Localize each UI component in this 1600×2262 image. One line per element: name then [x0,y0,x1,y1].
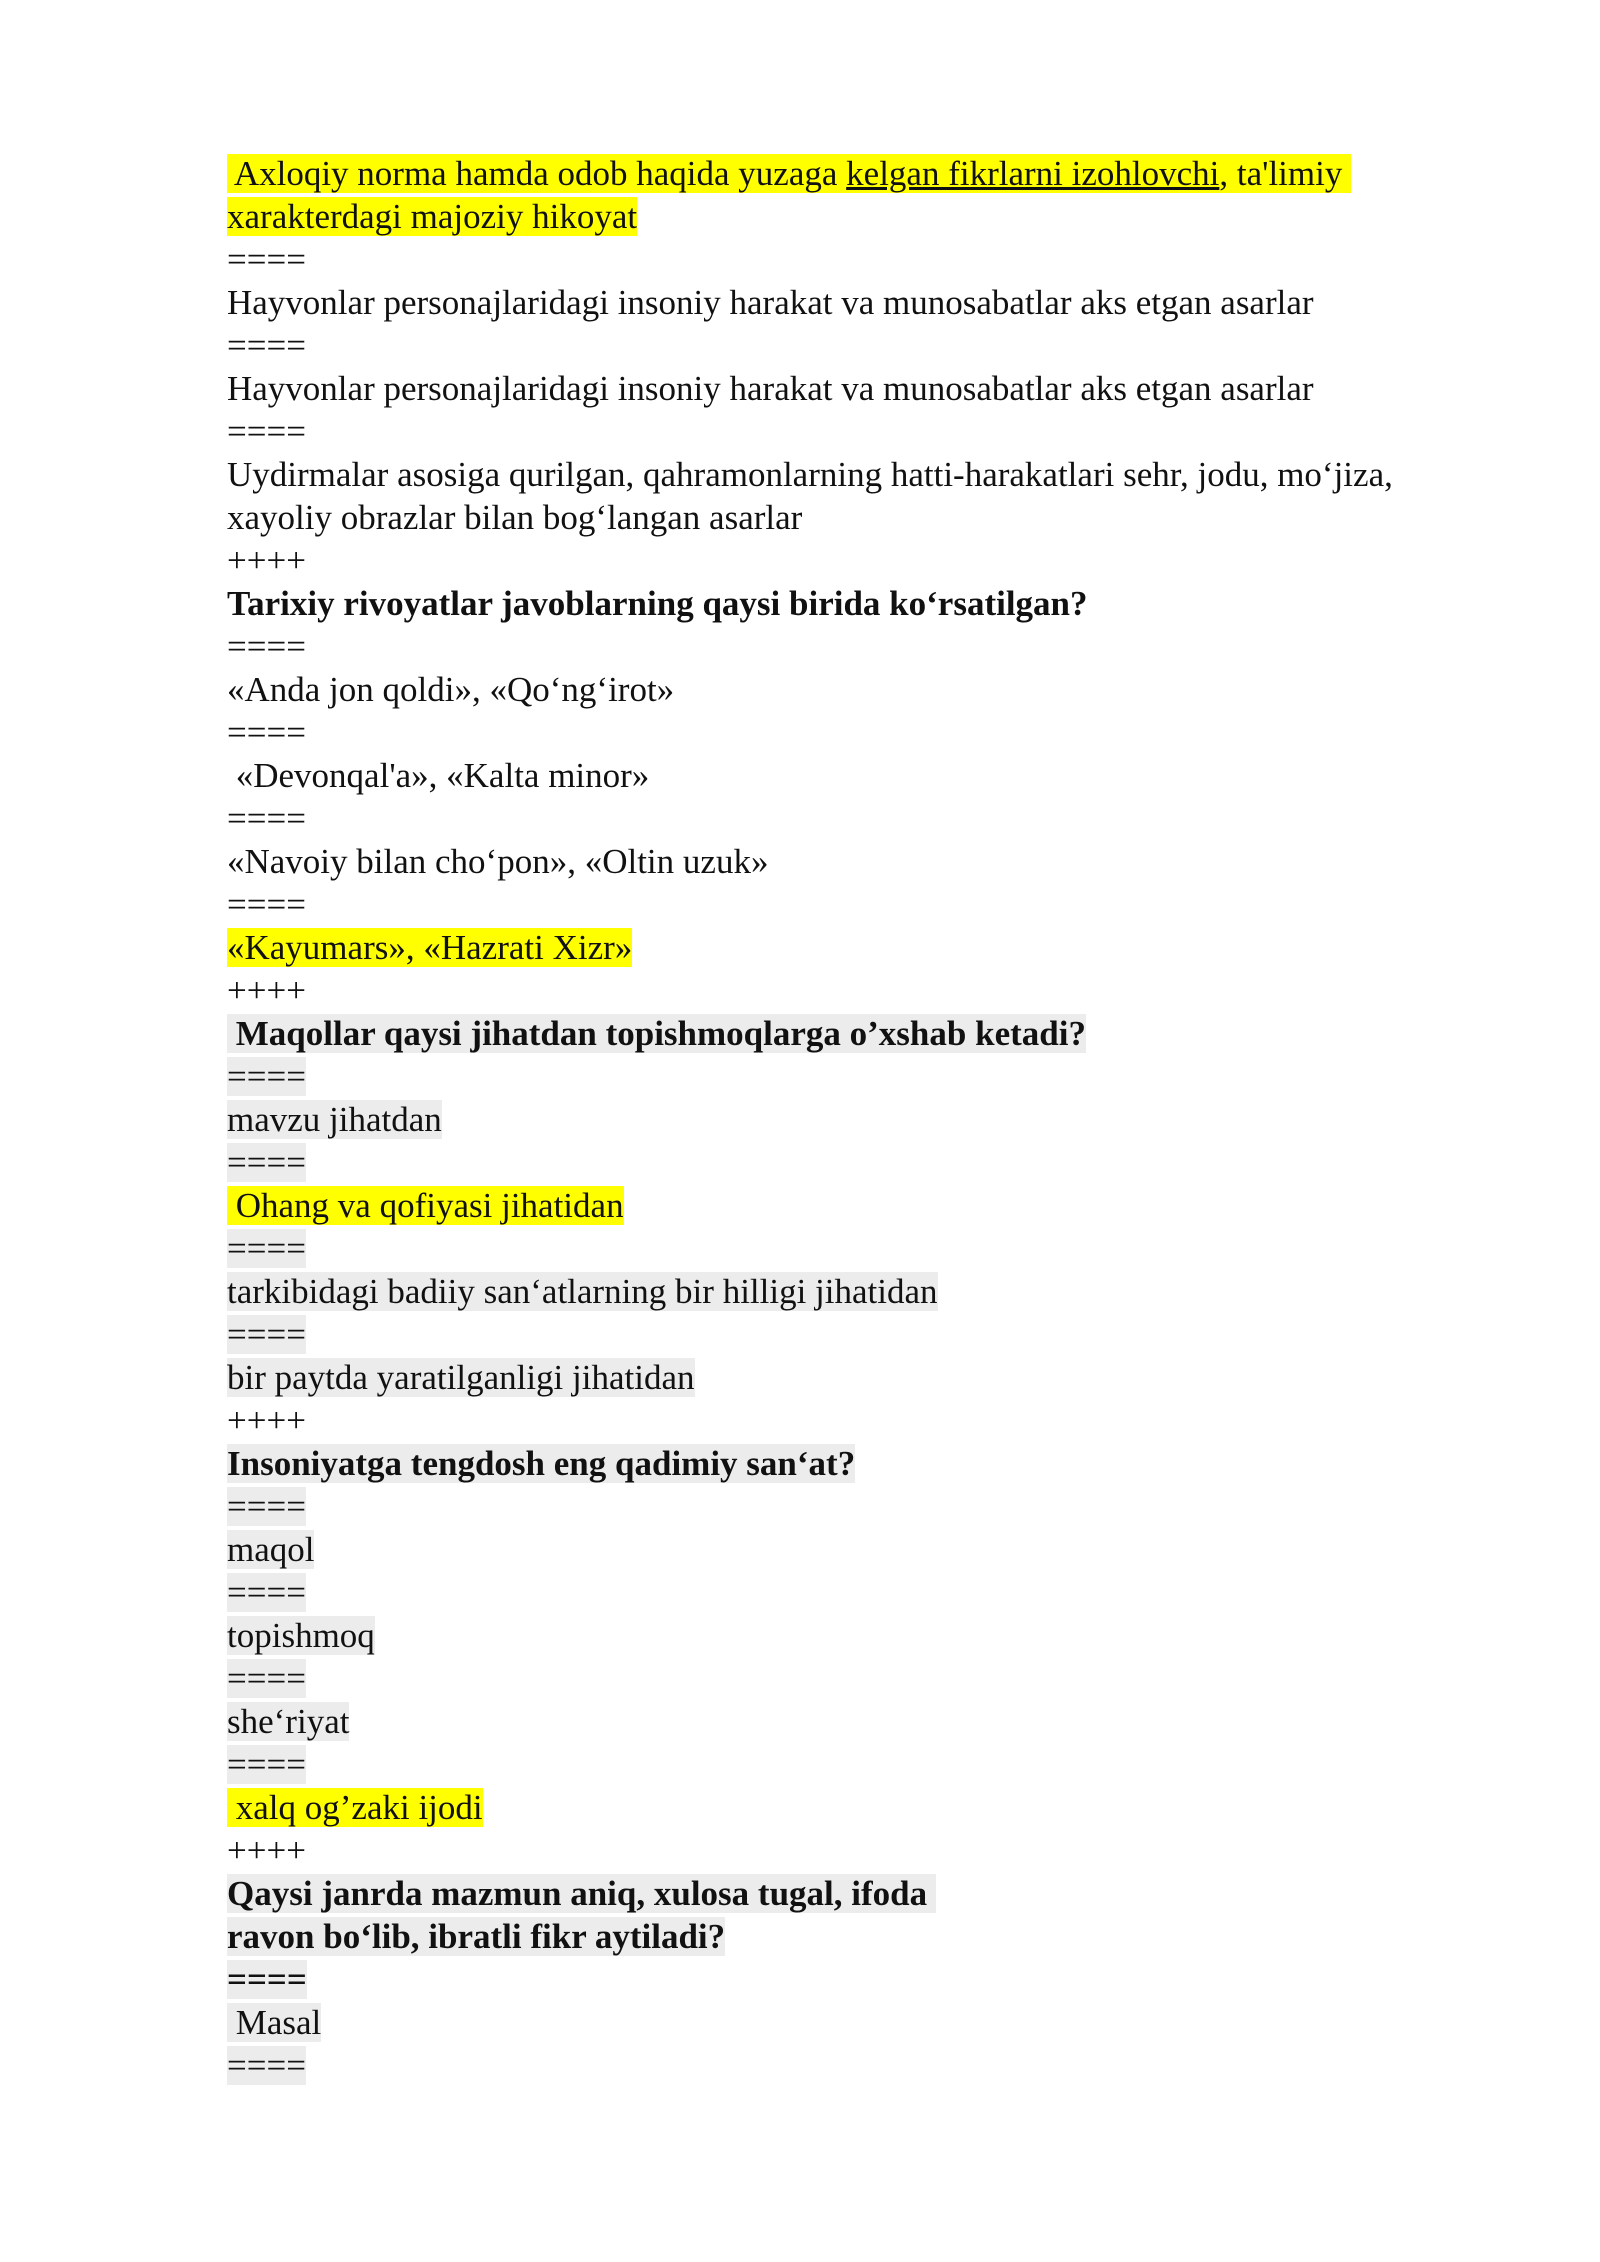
line-text [227,885,306,924]
line-text [227,369,1314,408]
line-text [227,1358,695,1397]
line-text [227,283,1314,322]
answer-line [227,1528,1487,1571]
line-text [227,1014,1086,1053]
question-line [227,1958,1487,2001]
line-text [227,1272,938,1311]
underlined-text: kelgan fikrlarni izohlovchi [846,154,1220,193]
line-text [227,1616,375,1655]
line-text [227,799,306,838]
line-text [227,1444,855,1483]
separator-line [227,1399,1487,1442]
answer-line [227,281,1487,324]
line-text [227,541,306,580]
text-segment: ++++ [227,1401,306,1440]
text-segment: «Anda jon qoldi», «Qo‘ng‘irot» [227,670,675,709]
text-segment: ==== [227,1143,306,1182]
line-text [227,627,306,666]
text-segment: , ta'limiy [1219,154,1352,193]
text-segment: Tarixiy rivoyatlar javoblarning qaysi birida ko‘rsatilgan? [227,584,1088,623]
answer-line [227,1700,1487,1743]
text-segment: xalq og’zaki ijodi [227,1788,483,1827]
line-text [227,498,802,537]
line-text [227,1530,314,1569]
line-text [227,1659,306,1698]
answer-line [227,453,1487,496]
separator-line [227,711,1487,754]
answer-line [227,152,1487,195]
text-segment: ==== [227,412,306,451]
text-segment: ==== [227,1229,306,1268]
text-segment: ==== [227,1487,306,1526]
line-text [227,670,674,709]
line-text [227,1702,349,1741]
question-line [227,1442,1487,1485]
answer-line [227,1614,1487,1657]
text-segment: Hayvonlar personajlaridagi insoniy harakat va munosabatlar aks etgan asarlar [227,369,1314,408]
line-text [227,197,637,236]
text-segment: ==== [227,627,306,666]
answer-line [227,195,1487,238]
separator-line [227,539,1487,582]
question-line [227,1872,1487,1915]
line-text [227,1186,624,1225]
answer-line [227,668,1487,711]
line-text [227,2046,306,2085]
separator-line [227,969,1487,1012]
line-text [227,584,1088,623]
line-text [227,1229,306,1268]
answer-line [227,926,1487,969]
text-segment: ==== [227,885,306,924]
separator-line [227,2044,1487,2087]
text-segment: bir paytda yaratilganligi jihatidan [227,1358,695,1397]
answer-line [227,1098,1487,1141]
text-segment: ==== [227,1745,306,1784]
answer-line [227,754,1487,797]
line-text [227,1831,306,1870]
text-segment: maqol [227,1530,315,1569]
answer-line [227,1270,1487,1313]
text-segment: Uydirmalar asosiga qurilgan, qahramonlarning hatti-harakatlari sehr, jodu, mo‘jiza, [227,455,1393,494]
text-segment: ==== [227,1960,307,1999]
answer-line [227,1786,1487,1829]
text-segment: Qaysi janrda mazmun aniq, xulosa tugal, ifoda [227,1874,936,1913]
line-text [227,1745,306,1784]
text-segment: ==== [227,1659,306,1698]
line-text [227,713,306,752]
answer-line [227,496,1487,539]
line-text [227,1401,306,1440]
separator-line [227,883,1487,926]
text-segment: topishmoq [227,1616,375,1655]
separator-line [227,1485,1487,1528]
line-text [227,1573,306,1612]
separator-line [227,410,1487,453]
text-segment: ++++ [227,971,306,1010]
text-segment: ==== [227,1315,306,1354]
question-line [227,582,1487,625]
line-text [227,756,649,795]
text-segment: xarakterdagi majoziy hikoyat [227,197,638,236]
line-text [227,1917,725,1956]
line-text [227,455,1393,494]
text-segment: ==== [227,1057,306,1096]
separator-line [227,797,1487,840]
answer-line [227,367,1487,410]
separator-line [227,1571,1487,1614]
answer-line [227,2001,1487,2044]
text-segment: Masal [227,2003,322,2042]
separator-line [227,1141,1487,1184]
text-segment: «Navoiy bilan cho‘pon», «Oltin uzuk» [227,842,769,881]
line-text [227,1788,483,1827]
text-segment: ++++ [227,1831,306,1870]
text-segment: ==== [227,799,306,838]
separator-line [227,238,1487,281]
line-text [227,326,306,365]
answer-line [227,840,1487,883]
text-segment: she‘riyat [227,1702,350,1741]
text-segment: xayoliy obrazlar bilan bog‘langan asarlar [227,498,803,537]
separator-line [227,324,1487,367]
line-text [227,1315,306,1354]
separator-line [227,1227,1487,1270]
line-text [227,1874,936,1913]
line-text [227,1487,306,1526]
line-text [227,1057,306,1096]
question-line [227,1012,1487,1055]
text-segment: «Kayumars», «Hazrati Xizr» [227,928,633,967]
answer-line [227,1184,1487,1227]
text-segment: ravon bo‘lib, ibratli fikr aytiladi? [227,1917,726,1956]
text-segment: «Devonqal'a», «Kalta minor» [227,756,650,795]
answer-line [227,1356,1487,1399]
text-segment: ++++ [227,541,306,580]
text-segment: ==== [227,2046,306,2085]
separator-line [227,1743,1487,1786]
separator-line [227,1829,1487,1872]
document-body [227,152,1487,2087]
line-text [227,1100,442,1139]
line-text [227,1143,306,1182]
line-text [227,842,768,881]
text-segment: Insoniyatga tengdosh eng qadimiy san‘at? [227,1444,856,1483]
line-text [227,240,306,279]
line-text [227,1960,307,1999]
separator-line [227,1055,1487,1098]
separator-line [227,1313,1487,1356]
text-segment: Maqollar qaysi jihatdan topishmoqlarga o’xshab ketadi? [227,1014,1086,1053]
text-segment: mavzu jihatdan [227,1100,442,1139]
text-segment: ==== [227,240,306,279]
text-segment: Ohang va qofiyasi jihatidan [227,1186,624,1225]
text-segment: tarkibidagi badiiy san‘atlarning bir hilligi jihatidan [227,1272,938,1311]
question-line [227,1915,1487,1958]
text-segment: ==== [227,713,306,752]
text-segment: Hayvonlar personajlaridagi insoniy harakat va munosabatlar aks etgan asarlar [227,283,1314,322]
separator-line [227,625,1487,668]
text-segment: ==== [227,1573,306,1612]
line-text [227,154,1351,193]
line-text [227,2003,321,2042]
line-text [227,971,306,1010]
text-segment: Axloqiy norma hamda odob haqida yuzaga [227,154,847,193]
line-text [227,928,632,967]
separator-line [227,1657,1487,1700]
line-text [227,412,306,451]
text-segment: ==== [227,326,306,365]
